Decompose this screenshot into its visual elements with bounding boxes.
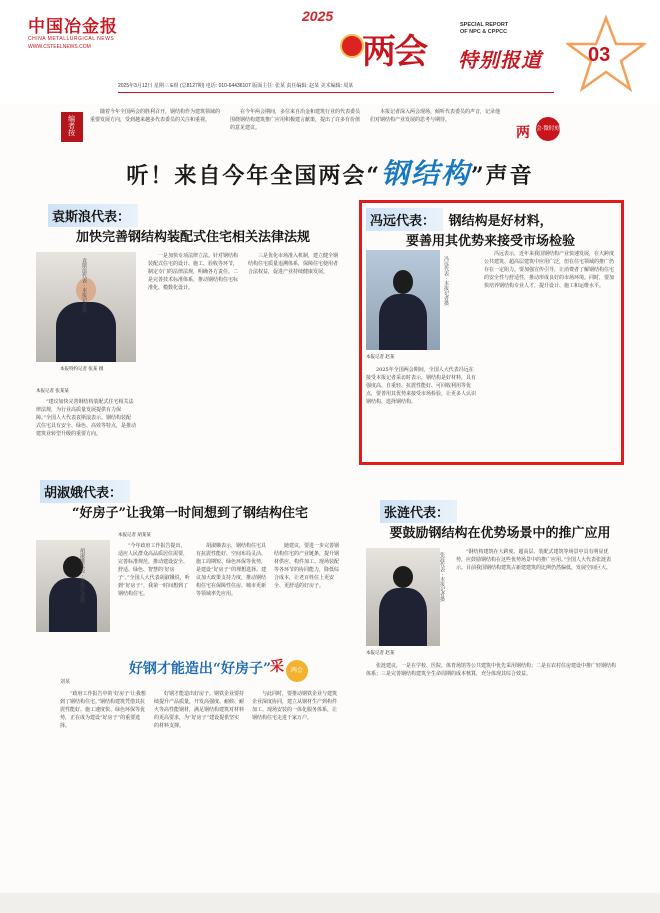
special-report-title: 特别报道: [458, 50, 542, 72]
newspaper-url: WWW.CSTEELNEWS.COM: [28, 44, 91, 50]
photo-caption-vertical: 胡淑娥代表 · 本报记者摄: [79, 548, 85, 603]
article-column: 张涟建议，一是在学校、医院、体育场馆等公共建筑中优先采用钢结构；二是在农村住房建设中推广轻钢结构体系；三是完善钢结构建筑全生命周期的成本核算，充分体现其综合效益。: [366, 663, 617, 677]
masthead-rule: [118, 92, 554, 93]
special-year: 2025: [302, 8, 334, 24]
section-title: 冯远代表：: [366, 208, 443, 231]
editor-note-tag: 编者按: [61, 112, 83, 142]
photo-caption-vertical: 张涟代表 · 本报记者摄: [439, 552, 445, 602]
byline: 本报记者 张某某: [36, 389, 69, 394]
section-subtitle: 要鼓励钢结构在优势场景中的推广应用: [389, 526, 611, 541]
caiwei-lianghui-tag: 采 两会: [270, 650, 310, 680]
masthead: [0, 0, 660, 104]
byline: 刘某: [60, 679, 71, 685]
article-column: 冯远表示，近年来我国钢结构产业快速发展，在大跨度公共建筑、超高层建筑中应用广泛，但在住宅领域的推广仍存在一定阻力。要加强宣传引导，让消费者了解钢结构住宅的安全性与舒适性，推动形成良好的市场环境。同时，要加快培养钢结构专业人才，提升设计、施工和运维水平。: [484, 251, 615, 289]
article-column: 三是优化市场准入机制，建立健全钢结构住宅质量追溯体系，保障住宅使用者合法权益，促进产业持续健康发展。: [248, 253, 339, 275]
article-column: “钢结构建筑在大跨度、超高层、装配式建筑等场景中具有明显优势，应鼓励钢结构在这些优势场景中的推广应用。”全国人大代表张涟表示。目前我国钢结构建筑占新建建筑的比例仍然偏低，发展空间巨大。: [456, 549, 612, 571]
article-column: 与此同时，要推动钢铁企业与建筑企业深度协同，建立从钢材生产到构件加工、现场安装的一体化服务体系，让钢结构住宅走进千家万户。: [252, 691, 338, 721]
editor-note-column: 在今年两会期间，多位来自冶金和建筑行业的代表委员围绕钢结构建筑推广应用积极建言献策，提出了许多有价值的意见建议。: [230, 109, 361, 131]
photo-caption-vertical: 袁斯浪代表 · 本报记者摄: [81, 258, 87, 313]
section-header-feng: [366, 208, 616, 248]
section-subtitle: “好房子”让我第一时间想到了钢结构住宅: [72, 506, 308, 521]
representative-photo-zhang: [366, 548, 440, 646]
section-title: 张涟代表：: [380, 500, 457, 523]
editor-note-column: 本报记者深入两会现场，倾听代表委员的声音，记录他们对钢结构产业发展的思考与期待。: [370, 109, 501, 123]
article-column: “建议加快完善钢结构装配式住宅相关法律法规，为行业高质量发展提供有力保障。”全国人大代表袁斯浪表示。钢结构装配式住宅具有安全、绿色、高效等特点，是推动建筑业转型升级的重要方向。: [36, 399, 137, 437]
byline: 本报记者 赵某: [366, 355, 395, 360]
page-number: 03: [588, 44, 611, 66]
newspaper-logo-english: CHINA METALLURGICAL NEWS: [28, 36, 115, 42]
section-subtitle: 加快完善钢结构装配式住宅相关法律法规: [75, 230, 310, 245]
headline-highlight: 钢结构: [380, 157, 471, 190]
page-footer: [0, 893, 660, 913]
article-column: 胡淑娥表示，钢结构住宅具有抗震性能好、空间布局灵活、施工周期短、绿色环保等优势，是建设“好房子”的理想选择。建议加大政策支持力度，推动钢结构住宅在保障性住房、城市更新等领域率先应用。: [196, 543, 267, 597]
lianghui-title: 两会: [362, 32, 426, 72]
section-subtitle: 钢结构是好材料，: [448, 214, 553, 229]
special-report-english: SPECIAL REPORT OF NPC & CPPCC: [460, 22, 509, 35]
section-header-hu: [40, 480, 340, 520]
editor-note-column: 随着今年全国两会的胜利召开，钢结构作为建筑领域的重要发展方向，受到越来越多代表委员的关注和重视。: [90, 109, 221, 123]
national-emblem-icon: [340, 34, 364, 58]
article-column: 2025年全国两会期间，全国人大代表冯远在接受本报记者采访时表示，钢结构是好材料，具有强度高、自重轻、抗震性能好、可回收利用等优点，要善用其优势来接受市场检验，让更多人认识钢结构、选择钢结构。: [366, 367, 477, 405]
newspaper-logo: 中国冶金报: [28, 17, 118, 37]
editor-note: [90, 108, 502, 132]
article-column: “今年政府工作报告提出，适应人民群众高品质居住需要，完善标准规范，推动建设安全、舒适、绿色、智慧的‘好房子’。”全国人大代表胡淑娥说，听到“好房子”，我第一时间想到了钢结构住宅。: [118, 543, 190, 597]
page-headline: 听！来自今年全国两会“钢结构”声音: [126, 157, 534, 190]
photo-caption: 本报特约记者 张某 摄: [60, 367, 104, 372]
micro-moment-tag: 两 会·微时刻: [512, 110, 562, 146]
byline: 本报记者 胡某某: [118, 533, 151, 538]
representative-photo-hu: [36, 540, 110, 632]
photo-caption-vertical: 冯远代表 · 本报记者摄: [443, 256, 449, 306]
essay-heading: 好钢才能造出“好房子”: [128, 661, 272, 677]
article-column: 好钢才能造出好房子。钢铁企业要持续提升产品质量，开发高强度、耐候、耐火等高性能钢材，满足钢结构建筑对材料的更高要求，为“好房子”建设提供坚实的材料支撑。: [154, 691, 245, 729]
representative-photo-feng: [366, 250, 440, 350]
article-column: 她建议，要进一步完善钢结构住宅的产业链条，提升钢材供应、构件加工、现场装配等各环节的协同能力，降低综合成本，让老百姓住上更安全、更舒适的好房子。: [274, 543, 340, 589]
byline: 本报记者 赵某: [366, 651, 395, 656]
section-title: 袁斯浪代表：: [48, 204, 138, 227]
section-subtitle-line2: 要善用其优势来接受市场检验: [406, 234, 576, 249]
article-column: 一是加快专项法律立法。针对钢结构装配式住宅的设计、施工、验收等环节，制定专门的法律法规，明确各方责任。二是完善技术标准体系，推动钢结构住宅标准化、模数化设计。: [148, 253, 239, 291]
section-title: 胡淑娥代表：: [40, 480, 130, 503]
section-header-zhang: [380, 500, 620, 540]
dateline: 2025年3月12日 星期三 E组 (总8127期) 电话: 010-64436107 版面主任: 张某 责任编辑: 赵某 美术编辑: 周某: [118, 83, 354, 89]
section-header-yuan: [48, 204, 338, 244]
article-column: “政府工作报告中的‘好房子’让我想到了钢结构住宅。”钢结构建筑凭借其抗震性能好、施工速度快、绿色环保等优势，正在成为建设“好房子”的重要选择。: [60, 691, 146, 729]
